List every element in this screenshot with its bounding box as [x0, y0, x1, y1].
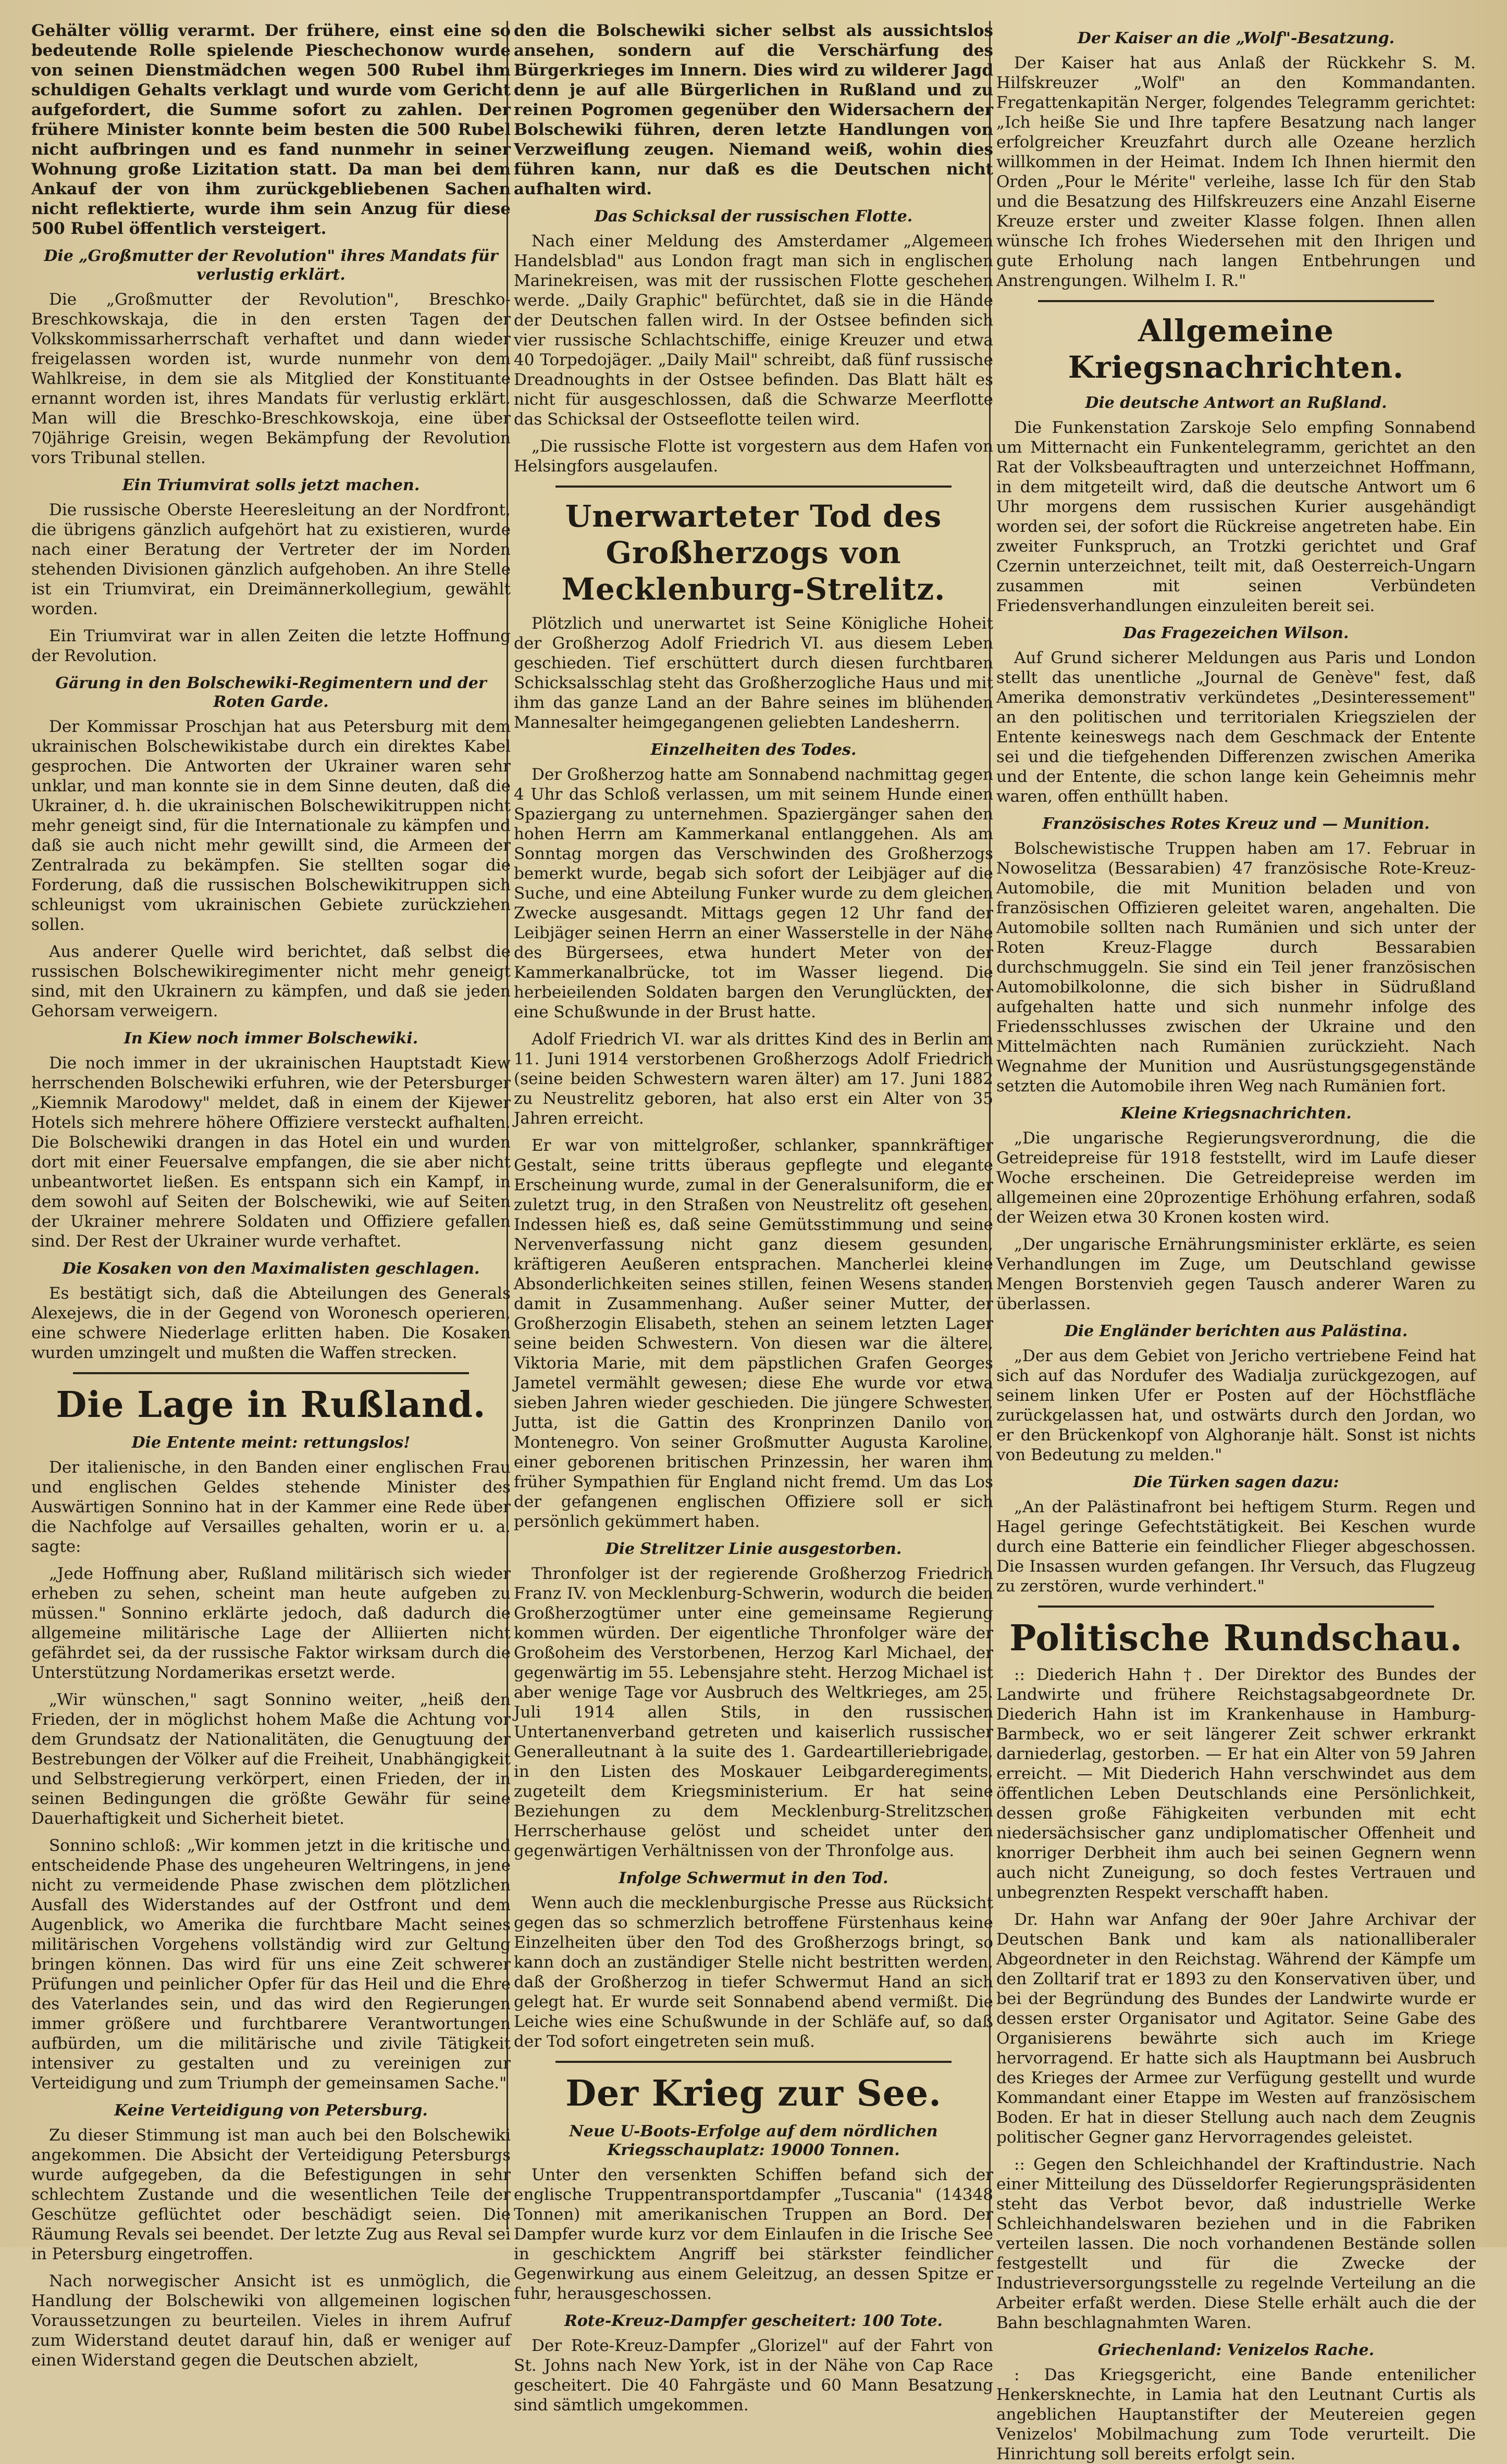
section-heading: Französisches Rotes Kreuz und — Munition. [1042, 815, 1430, 833]
section-heading: Die Türken sagen dazu: [1133, 1473, 1339, 1491]
article-text: „Der aus dem Gebiet von Jericho vertriebene Feind hat sich auf das Nordufer des Wadialja zurückgezogen, auf seinem linken Ufer er Posten auf der Höchstfläche zurückgelassen hat, und ostwärts durch den Jordan, wo er den Brückenkopf von Alghoranje hält. Sonst ist nichts von Bedeutung zu melden." [996, 1347, 1476, 1464]
section-heading: Ein Triumvirat solls jetzt machen. [122, 476, 420, 494]
article-text: Der italienische, in den Banden einer englischen Frau und englischen Geldes stehende Minister des Auswärtigen Sonnino hat in der Kammer eine Rede über die Nachfolge auf Versailles gehalten, worin er u. a. sagte: [31, 1458, 511, 1556]
article-text: Die „Großmutter der Revolution", Breschko-Breschkowskaja, die in den ersten Tagen der Volkskommissarherrschaft verhaftet und dann wieder freigelassen worden ist, wurde nunmehr von dem Wahlkreise, in dem sie als Mitglied der Konstituante ernannt worden ist, ihres Mandats für verlustig erklärt. Man will die Breschko-Breschkowskoja, eine über 70jährige Greisin, wegen Bekämpfung der Revolution vors Tribunal stellen. [31, 290, 511, 467]
article-text: Die russische Oberste Heeresleitung an der Nordfront, die übrigens gänzlich aufgehört hat zu existieren, wurde nach einer Beratung der Vertreter der im Norden stehenden Divisionen gänzlich aufgehoben. An ihre Stelle ist ein Triumvirat, ein Dreimännerkollegium, gewählt worden. [31, 501, 511, 618]
article-text: Wenn auch die mecklenburgische Presse aus Rücksicht gegen das so schmerzlich betroffene Fürstenhaus keine Einzelheiten über den Tod des Großherzogs bringt, so kann doch an zuständiger Stelle nicht bestritten werden, daß der Großherzog in tiefer Schwermut Hand an sich gelegt hat. Er wurde seit Sonnabend abend vermißt. Die Leiche wies eine Schußwunde in der Schläfe auf, so daß der Tod sofort eingetreten sein muß. [514, 1894, 993, 2051]
article-text: Sonnino schloß: „Wir kommen jetzt in die kritische und entscheidende Phase des ungeheuren Weltringens, in jene nicht zu vermeidende Phase zwischen dem plötzlichen Ausfall des Widerstandes auf der Ostfront und dem Augenblick, wo Amerika die furchtbare Macht seines militärischen Vorgehens vollständig wird zur Geltung bringen können. Das wird für uns eine Zeit schwerer Prüfungen und peinlicher Opfer für das Heil und die Ehre des Vaterlandes sein, und das wird den Regierungen immer größere und furchtbarere Verantwortungen aufbürden, um die militärische und zivile Tätigkeit intensiver zu gestalten und zu vereinigen zur Verteidigung und zum Triumph der gemeinsamen Sache." [31, 1836, 511, 2093]
separator [555, 486, 952, 488]
article-text: Thronfolger ist der regierende Großherzog Friedrich Franz IV. von Mecklenburg-Schwerin, wodurch die beiden Großherzogtümer unter eine gemeinsame Regierung kommen würden. Der eigentliche Thronfolger wäre der Großoheim des Verstorbenen, Herzog Karl Michael, der gegenwärtig im 55. Lebensjahre steht. Herzog Michael ist aber wenige Tage vor Ausbruch des Weltkrieges, am 25. Juli 1914 allen Stils, in den russischen Untertanenverband getreten und kaiserlich russischer Generalleutnant à la suite des 1. Gardeartilleriebrigade, in den Listen des Moskauer Leibgarderegiments, zugeteilt dem Kriegsministerium. Er hat seine Beziehungen zu dem Mecklenburg-Strelitzschen Herrscherhause gelöst und scheidet unter den gegenwärtigen Verhältnissen von der Thronfolge aus. [514, 1564, 993, 1860]
article-text: Der Rote-Kreuz-Dampfer „Glorizel" auf der Fahrt von St. Johns nach New York, ist in der Nähe von Cap Race gescheitert. Die 40 Fahrgäste und 60 Mann Besatzung sind sämtlich umgekommen. [514, 2336, 993, 2415]
article-title: Politische Rundschau. [1009, 1617, 1463, 1659]
column-3 [996, 21, 1476, 2463]
article-text: Die Funkenstation Zarskoje Selo empfing Sonnabend um Mitternacht ein Funkentelegramm, gerichtet an den Rat der Volksbeauftragten und unterzeichnet Hoffmann, in dem mitgeteilt wird, daß die deutsche Antwort um 6 Uhr morgens dem russischen Kurier ausgehändigt worden sei, der sofort die Rückreise angetreten habe. Ein zweiter Funkspruch, an Trotzki gerichtet und Graf Czernin unterzeichnet, teilt mit, daß Oesterreich-Ungarn zusammen mit seinen Verbündeten Friedensverhandlungen einzuleiten bereit sei. [996, 418, 1476, 615]
section-heading: Die Entente meint: rettungslos! [131, 1434, 411, 1452]
article-text: „Jede Hoffnung aber, Rußland militärisch sich wieder erheben zu sehen, scheint man heute aufgeben zu müssen." Sonnino erklärte jedoch, daß dadurch die allgemeine militärische Lage der Alliierten nicht gefährdet sei, da der russische Faktor wirksam durch die Unterstützung Nordamerikas ersetzt werde. [31, 1564, 511, 1682]
article-text: Die noch immer in der ukrainischen Hauptstadt Kiew herrschenden Bolschewiki erfuhren, wie der Petersburger „Kiemnik Marodowy" meldet, daß in einem der Kijewer Hotels sich mehrere höhere Offiziere versteckt aufhalten. Die Bolschewiki drangen in das Hotel ein und wurden dort mit einer Feuersalve empfangen, die sie aber nicht unbeantwortet ließen. Es entspann sich ein Kampf, in dem sowohl auf Seiten der Bolschewiki, wie auf Seiten der Ukrainer mehrere Soldaten und Offiziere gefallen sind. Der Rest der Ukrainer wurde verhaftet. [31, 1054, 511, 1251]
section-heading: Griechenland: Venizelos Rache. [1097, 2341, 1375, 2359]
article-text: : Das Kriegsgericht, eine Bande entenilicher Henkersknechte, in Lamia hat den Leutnant Curtis als angeblichen Hauptanstifter der Meutereien gegen Venizelos' Mobilmachung zum Tode verurteilt. Die Hinrichtung soll bereits erfolgt sein. [996, 2366, 1476, 2463]
article-text: :: Diederich Hahn †. Der Direktor des Bundes der Landwirte und frühere Reichstagsabgeordnete Dr. Diederich Hahn ist im Krankenhause in Hamburg-Barmbeck, wo er seit längerer Zeit schwer erkrankt darniederlag, gestorben. — Er hat ein Alter von 59 Jahren erreicht. — Mit Diederich Hahn verschwindet aus dem öffentlichen Leben Deutschlands eine Persönlichkeit, dessen große Fähigkeiten verbunden mit echt niedersächsischer ganz undiplomatischer Offenheit und knorriger Derbheit ihm auch bei seinen Gegnern wenn auch nicht Zuneigung, so doch festes Vertrauen und unbegrenzten Respekt verschafft haben. [996, 1665, 1476, 1902]
article-text: Auf Grund sicherer Meldungen aus Paris und London stellt das unentliche „Journal de Genève" fest, daß Amerika demonstrativ verkündetes „Desinteressement" an den politischen und territorialen Kriegszielen der Entente keineswegs nach dem Geschmack der Entente sei und die tiefgehenden Differenzen zwischen Amerika und der Entente, die schon lange kein Geheimnis mehr waren, offen enthüllt haben. [996, 649, 1476, 806]
section-heading: Rote-Kreuz-Dampfer gescheitert: 100 Tote. [564, 2312, 943, 2330]
article-text: Nach einer Meldung des Amsterdamer „Algemeen Handelsblad" aus London fragt man sich in englischen Marinekreisen, was mit der russischen Flotte geschehen werde. „Daily Graphic" befürchtet, daß sie in die Hände der Deutschen fallen wird. In der Ostsee befinden sich vier russische Schlachtschiffe, einige Kreuzer und etwa 40 Torpedojäger. „Daily Mail" schreibt, daß fünf russische Dreadnoughts in der Ostsee befinden. Das Blatt hält es nicht für ausgeschlossen, daß die Schwarze Meerflotte das Schicksal der Ostseeflotte teilen wird. [514, 232, 993, 429]
article-text: „Der ungarische Ernährungsminister erklärte, es seien Verhandlungen im Zuge, um Deutschland gewisse Mengen Borstenvieh gegen Tausch anderer Waren zu überlassen. [996, 1235, 1476, 1313]
article-text: :: Gegen den Schleichhandel der Kraftindustrie. Nach einer Mitteilung des Düsseldorfer Regierungspräsidenten steht das Verbot bevor, daß industrielle Werke Schleichhandelswaren beziehen und in die Fabriken verteilen lassen. Die noch vorhandenen Bestände sollen festgestellt und für die Zwecke der Industrieversorgungsstelle zu regelnde Verteilung an die Arbeiter erfaßt werden. Diese Stelle erhält auch die der Bahn beschlagnahmten Waren. [996, 2155, 1476, 2332]
article-title: Allgemeine Kriegsnachrichten. [1068, 313, 1404, 385]
article-text: Aus anderer Quelle wird berichtet, daß selbst die russischen Bolschewikiregimenter nicht mehr geneigt sind, mit den Ukrainern zu kämpfen, und daß sie jeden Gehorsam verweigern. [31, 942, 511, 1021]
article-text: „Die russische Flotte ist vorgestern aus dem Hafen von Helsingfors ausgelaufen. [514, 437, 993, 476]
column-2 [514, 21, 993, 2415]
section-heading: In Kiew noch immer Bolschewiki. [123, 1029, 418, 1048]
article-text: Der Kaiser hat aus Anlaß der Rückkehr S. M. Hilfskreuzer „Wolf" an den Kommandanten. Fregattenkapitän Nerger, folgendes Telegramm gerichtet: „Ich heiße Sie und Ihre tapfere Besatzung nach langer erfolgreicher Kreuzfahrt durch alle Ozeane herzlich willkommen in der Heimat. Indem Ich Ihnen hiermit den Orden „Pour le Mérite" verleihe, lasse Ich für den Stab und die Besatzung des Hilfskreuzers eine Anzahl Eiserne Kreuze erster und zweiter Klasse folgen. Ihnen allen wünsche Ich frohes Wiedersehen mit den Ihrigen und gute Erholung nach langen Entbehrungen und Anstrengungen. Wilhelm I. R." [996, 54, 1476, 290]
section-heading: Die Engländer berichten aus Palästina. [1064, 1322, 1408, 1340]
article-text: Bolschewistische Truppen haben am 17. Februar in Nowoselitza (Bessarabien) 47 französische Rote-Kreuz-Automobile, die mit Munition beladen und von französischen Offizieren geleitet waren, angehalten. Die Automobile sollten nach Rumänien und sich unter der Roten Kreuz-Flagge durch Bessarabien durchschmuggeln. Sie sind ein Teil jener französischen Automobilkolonne, die sich bisher in Südrußland aufgehalten hatte und sich nunmehr infolge des Friedensschlusses zwischen der Ukraine und den Mittelmächten nach Rumänien zurückzieht. Nach Wegnahme der Munition und Ausrüstungsgegenstände setzten die Automobile ihren Weg nach Rumänien fort. [996, 839, 1476, 1096]
separator [73, 1372, 469, 1374]
section-heading: Infolge Schwermut in den Tod. [619, 1869, 888, 1887]
section-heading: Das Fragezeichen Wilson. [1123, 624, 1349, 642]
article-text: Gehälter völlig verarmt. Der frühere, einst eine so bedeutende Rolle spielende Pieschechonow wurde von seinen Dienstmädchen wegen 500 Rubel ihm schuldigen Gehalts verklagt und wurde vom Gericht aufgefordert, die Summe sofort zu zahlen. Der frühere Minister konnte beim besten die 500 Rubel nicht aufbringen und es fand nunmehr in seiner Wohnung große Lizitation statt. Da man bei dem Ankauf der von ihm zurückgebliebenen Sachen nicht reflektierte, wurde ihm sein Anzug für diese 500 Rubel öffentlich versteigert. [31, 21, 511, 238]
section-heading: Die Kosaken von den Maximalisten geschlagen. [62, 1260, 480, 1278]
section-heading: Die Strelitzer Linie ausgestorben. [605, 1540, 902, 1558]
article-text: Dr. Hahn war Anfang der 90er Jahre Archivar der Deutschen Bank und kam als nationalliberaler Abgeordneter in den Reichstag. Während der Kämpfe um den Zolltarif trat er 1893 zu den Konservativen über, und bei der Begründung des Bundes der Landwirte wurde er dessen erster Organisator und Agitator. Seine Gabe des Organisierens bewährte sich auch im Kriege hervorragend. Er hatte sich als Hauptmann bei Ausbruch des Krieges der Armee zur Verfügung gestellt und wurde Kommandant einer Etappe im Westen auf französischem Boden. Er hat in dieser Stellung auch nach dem Zeugnis politischer Gegner ganz Hervorragendes geleistet. [996, 1910, 1476, 2147]
separator [1038, 300, 1434, 302]
separator [555, 2061, 952, 2063]
section-heading: Neue U-Boots-Erfolge auf dem nördlichen Kriegsschauplatz: 19000 Tonnen. [569, 2122, 938, 2159]
section-heading: Kleine Kriegsnachrichten. [1120, 1104, 1352, 1123]
article-text: Nach norwegischer Ansicht ist es unmöglich, die Handlung der Bolschewiki von allgemeinen logischen Voraussetzungen zu beurteilen. Vieles in ihrem Aufruf zum Widerstand deutet darauf hin, daß er weniger auf einen Widerstand gegen die Deutschen abzielt, [31, 2272, 511, 2370]
article-text: Der Großherzog hatte am Sonnabend nachmittag gegen 4 Uhr das Schloß verlassen, um mit seinem Hunde einen Spaziergang zu unternehmen. Spaziergänger sahen den hohen Herrn am Kammerkanal entlanggehen. Als am Sonntag morgen das Verschwinden des Großherzogs bemerkt wurde, begab sich sofort der Leibjäger auf die Suche, und eine Abteilung Funker wurde zu dem gleichen Zwecke ausgesandt. Mittags gegen 12 Uhr fand der Leibjäger seinen Herrn an einer Wasserstelle in der Nähe des Bürgersees, etwa hundert Meter von der Kammerkanalbrücke, tot im Wasser liegend. Die herbeieilenden Soldaten bargen den Verunglückten, der eine Schußwunde in der Brust hatte. [514, 765, 993, 1022]
article-text: Ein Triumvirat war in allen Zeiten die letzte Hoffnung der Revolution. [31, 627, 511, 665]
section-heading: Keine Verteidigung von Petersburg. [114, 2101, 428, 2120]
article-text: Plötzlich und unerwartet ist Seine Königliche Hoheit der Großherzog Adolf Friedrich VI. aus diesem Leben geschieden. Tief erschüttert durch diesen furchtbaren Schicksalsschlag steht das Großherzogliche Haus und mit ihm das ganze Land an der Bahre seines im blühenden Mannesalter heimgegangenen geliebten Landesherrn. [514, 614, 993, 732]
article-text: Es bestätigt sich, daß die Abteilungen des Generals Alexejews, die in der Gegend von Woronesch operieren, eine schwere Niederlage erlitten haben. Die Kosaken wurden umzingelt und mußten die Waffen strecken. [31, 1284, 511, 1362]
section-heading: Einzelheiten des Todes. [650, 741, 857, 759]
article-text: Er war von mittelgroßer, schlanker, spannkräftiger Gestalt, seine tritts überaus gepflegte und elegante Erscheinung wurde, zumal in der Generalsuniform, die er zuletzt trug, in den Straßen von Neustrelitz oft gesehen. Indessen hieß es, daß seine Gemütsstimmung und seine Nervenverfassung nicht ganz diesem gesunden, kräftigeren Aeußeren entsprachen. Mancherlei kleine Absonderlichkeiten seines stillen, feinen Wesens standen damit in Zusammenhang. Außer seiner Mutter, der Großherzogin Elisabeth, stehen an seinem letzten Lager seine beiden Schwestern. Von diesen war die ältere, Viktoria Marie, mit dem päpstlichen Grafen Georges Jametel vermählt gewesen; diese Ehe wurde vor etwa sieben Jahren wieder geschieden. Die jüngere Schwester, Jutta, ist die Gattin des Kronprinzen Danilo von Montenegro. Von seiner Großmutter Augusta Karoline, einer geborenen britischen Prinzessin, her waren ihm früher Sympathien für England nicht fremd. Um das Los der gefangenen englischen Offiziere soll er sich persönlich gekümmert haben. [514, 1136, 993, 1531]
article-text: Adolf Friedrich VI. war als drittes Kind des in Berlin am 11. Juni 1914 verstorbenen Großherzogs Adolf Friedrich (seine beiden Schwestern waren älter) am 17. Juni 1882 zu Neustrelitz geboren, hat also erst ein Alter von 35 Jahren erreicht. [514, 1030, 993, 1128]
separator [1038, 1606, 1434, 1608]
article-text: „An der Palästinafront bei heftigem Sturm. Regen und Hagel geringe Gefechtstätigkeit. Bei Keschen wurde durch eine Batterie ein feindlicher Flieger abgeschossen. Die Insassen wurden gefangen. Ihr Versuch, das Flugzeug zu zerstören, wurde verhindert." [996, 1498, 1476, 1596]
column-1 [31, 21, 511, 2370]
article-text: Zu dieser Stimmung ist man auch bei den Bolschewiki angekommen. Die Absicht der Verteidigung Petersburgs wurde aufgegeben, da die Befestigungen in sehr schlechtem Zustande und die wesentlichen Teile der Geschütze geflüchtet oder beschädigt seien. Die Räumung Revals sei beendet. Der letzte Zug aus Reval sei in Petersburg eingetroffen. [31, 2126, 511, 2263]
article-text: den die Bolschewiki sicher selbst als aussichtslos ansehen, sondern auf die Verschärfung des Bürgerkrieges im Innern. Dies wird zu wilderer Jagd denn je auf alle Bürgerlichen in Rußland und zu reinen Pogromen gegenüber den Widersachern der Bolschewiki führen, deren letzte Handlungen von Verzweiflung zeugen. Niemand weiß, wohin dies führen kann, nur daß es die Deutschen nicht aufhalten wird. [514, 21, 993, 198]
section-heading: Die deutsche Antwort an Rußland. [1085, 394, 1387, 412]
section-heading: Die „Großmutter der Revolution" ihres Mandats für verlustig erklärt. [44, 247, 498, 284]
article-text: Der Kommissar Proschjan hat aus Petersburg mit dem ukrainischen Bolschewikistabe durch ein direktes Kabel gesprochen. Die Antworten der Ukrainer waren sehr unklar, und man konnte sie in dem Sinne deuten, daß die Ukrainer, d. h. die ukrainischen Bolschewikitruppen nicht mehr geneigt sind, für die Internationale zu kämpfen und daß sie auch nicht mehr gewillt sind, die Armeen der Zentralrada zu bekämpfen. Sie stellten sogar die Forderung, daß die russischen Bolschewikitruppen sich schleunigst vom ukrainischen Gebiete zurückziehen sollen. [31, 717, 511, 934]
article-title: Unerwarteter Tod des Großherzogs von Mecklenburg-Strelitz. [561, 499, 946, 607]
section-heading: Das Schicksal der russischen Flotte. [594, 207, 913, 226]
article-text: „Die ungarische Regierungsverordnung, die die Getreidepreise für 1918 feststellt, wird im Laufe dieser Woche erscheinen. Die Getreidepreise werden im allgemeinen eine 20prozentige Erhöhung erfahren, sodaß der Weizen etwa 30 Kronen kosten wird. [996, 1129, 1476, 1227]
article-text: Unter den versenkten Schiffen befand sich der englische Truppentransportdampfer „Tuscania" (14348 Tonnen) mit amerikanischen Truppen an Bord. Der Dampfer wurde kurz vor dem Einlaufen in die Irische See in geschicktem Angriff bei stärkster feindlicher Gegenwirkung aus einem Geleitzug, an dessen Spitze er fuhr, herausgeschossen. [514, 2166, 993, 2303]
section-heading: Der Kaiser an die „Wolf"-Besatzung. [1077, 29, 1395, 47]
section-heading: Gärung in den Bolschewiki-Regimentern und der Roten Garde. [55, 674, 487, 711]
article-title: Der Krieg zur See. [565, 2073, 942, 2114]
article-title: Die Lage in Rußland. [56, 1384, 486, 1426]
article-text: „Wir wünschen," sagt Sonnino weiter, „heiß den Frieden, der in möglichst hohem Maße die Achtung vor dem Grundsatz der Nationalitäten, die Genugtuung der Bestrebungen der Völker auf die Freiheit, Unabhängigkeit und Selbstregierung verkörpert, einen Frieden, der in seinen Bedingungen die größte Gewähr für seine Dauerhaftigkeit und Sicherheit bietet. [31, 1690, 511, 1828]
